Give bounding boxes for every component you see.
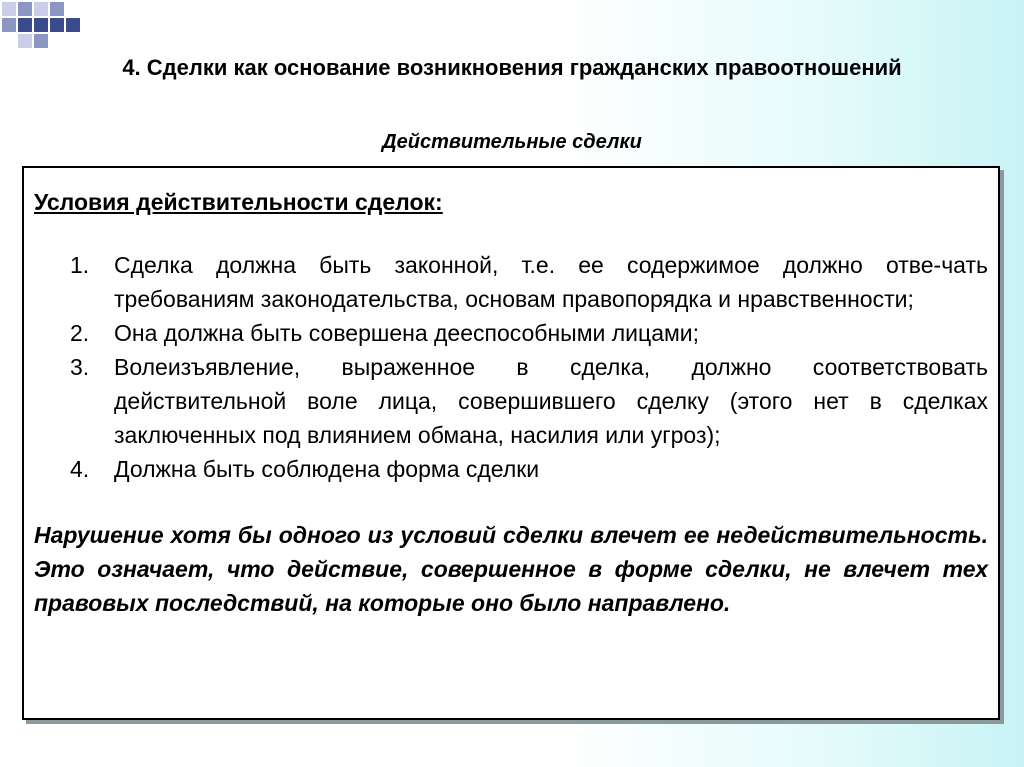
list-item-text: Должна быть соблюдена форма сделки — [114, 456, 540, 482]
deco-square — [34, 2, 48, 16]
deco-square — [18, 2, 32, 16]
list-item-text: Волеизъявление, выраженное в сделка, должно соответствовать действительной воле лица, совершившего сделку (этого нет в сделках заключенных под влиянием обмана, насилия или угроз); — [114, 354, 988, 448]
list-item — [34, 452, 988, 486]
page-subtitle: Действительные сделки — [382, 131, 642, 153]
conditions-list — [34, 248, 988, 486]
deco-square — [2, 2, 16, 16]
list-item-number: 4. — [70, 456, 90, 482]
deco-square — [50, 18, 64, 32]
content-box — [22, 166, 1000, 720]
decorative-squares — [0, 0, 90, 60]
conditions-heading: Условия действительности сделок: — [34, 189, 443, 215]
deco-square — [34, 34, 48, 48]
list-item — [34, 350, 988, 452]
deco-square — [18, 34, 32, 48]
deco-square — [34, 18, 48, 32]
deco-square — [2, 18, 16, 32]
list-item-number: 1. — [70, 252, 90, 278]
list-item — [34, 316, 988, 350]
deco-square — [18, 18, 32, 32]
deco-square — [50, 2, 64, 16]
list-item-text: Сделка должна быть законной, т.е. ее содержимое должно отве-чать требованиям законодательства, основам правопорядка и нравственности; — [114, 252, 988, 312]
list-item — [34, 248, 988, 316]
deco-square — [66, 18, 80, 32]
list-item-text: Она должна быть совершена дееспособными лицами; — [114, 320, 700, 346]
page-title: 4. Сделки как основание возникновения гражданских правоотношений — [122, 55, 902, 80]
list-item-number: 2. — [70, 320, 90, 346]
list-item-number: 3. — [70, 354, 90, 380]
conclusion-text: Нарушение хотя бы одного из условий сделки влечет ее недействительность. Это означает, что действие, совершенное в форме сделки, не влечет тех правовых последствий, на которые оно было направлено. — [34, 522, 988, 616]
